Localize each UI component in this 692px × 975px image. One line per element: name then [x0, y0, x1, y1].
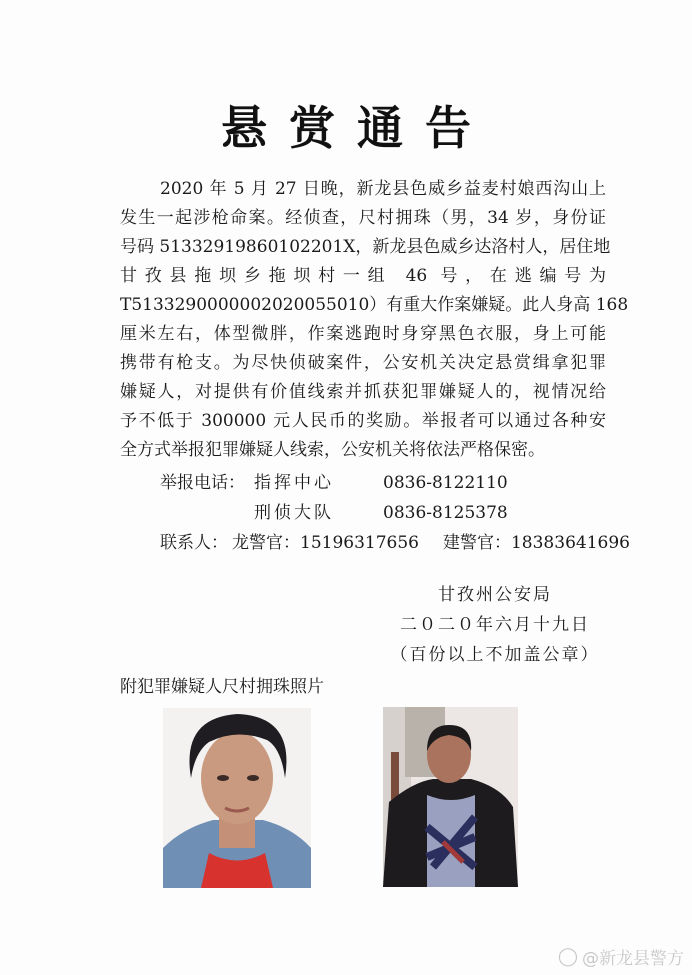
seal-note: （百份以上不加盖公章） [390, 645, 600, 665]
contacts-row [160, 528, 630, 558]
contacts-label: 联系人： [160, 533, 228, 553]
issuer: 甘孜州公安局 [438, 585, 552, 605]
body-line: 甘孜县拖坝乡拖坝村一组 46 号，在逃编号为 [120, 266, 606, 286]
hotline-phone: 0836-8122110 [383, 473, 508, 493]
body-line: 2020 年 5 月 27 日晚，新龙县色威乡益麦村娘西沟山上 [160, 179, 606, 199]
body-line: 号码 51332919860102201X，新龙县色威乡达洛村人，居住地 [120, 237, 611, 257]
body-line: 全方式举报犯罪嫌疑人线索，公安机关将依法严格保密。 [120, 440, 545, 460]
suspect-portrait-photo [163, 708, 311, 888]
weibo-watermark [558, 944, 684, 969]
weibo-logo-icon: ◯ [557, 946, 578, 967]
contact-name: 建警官： [442, 533, 511, 553]
contact-phone: 15196317656 [300, 533, 419, 553]
body-line: T513329000000202005501​0）有重大作案嫌疑。此人身高 168 [120, 295, 629, 315]
contact-phone: 18383641696 [510, 533, 630, 553]
body-line: 携带有枪支。为尽快侦破案件，公安机关决定悬赏缉拿犯罪 [120, 353, 606, 373]
body-line: 发生一起涉枪命案。经侦查，尺村拥珠（男，34 岁，身份证 [120, 208, 606, 228]
hotline-name: 刑侦大队 [254, 503, 334, 523]
contact-name: 龙警官： [232, 533, 300, 553]
body-line: 予不低于 300000 元人民币的奖励。举报者可以通过各种安 [120, 411, 606, 431]
notice-body [120, 175, 629, 465]
body-line: 嫌疑人，对提供有价值线索并抓获犯罪嫌疑人的，视情况给 [120, 382, 606, 402]
watermark-text: @新龙县警方 [582, 949, 684, 969]
suspect-full-photo [383, 707, 518, 887]
notice-title: 悬赏通告 [221, 101, 493, 155]
hotline-phone: 0836-8125378 [383, 503, 508, 523]
hotline-row [160, 468, 508, 498]
photo-caption: 附犯罪嫌疑人尺村拥珠照片 [120, 677, 324, 697]
hotline-row [160, 498, 508, 528]
hotline-label: 举报电话： [160, 473, 245, 493]
body-line: 厘米左右，体型微胖，作案逃跑时身穿黑色衣服，身上可能 [120, 324, 606, 344]
issue-date: 二０二０年六月十九日 [400, 615, 590, 635]
hotline-name: 指挥中心 [254, 473, 334, 493]
